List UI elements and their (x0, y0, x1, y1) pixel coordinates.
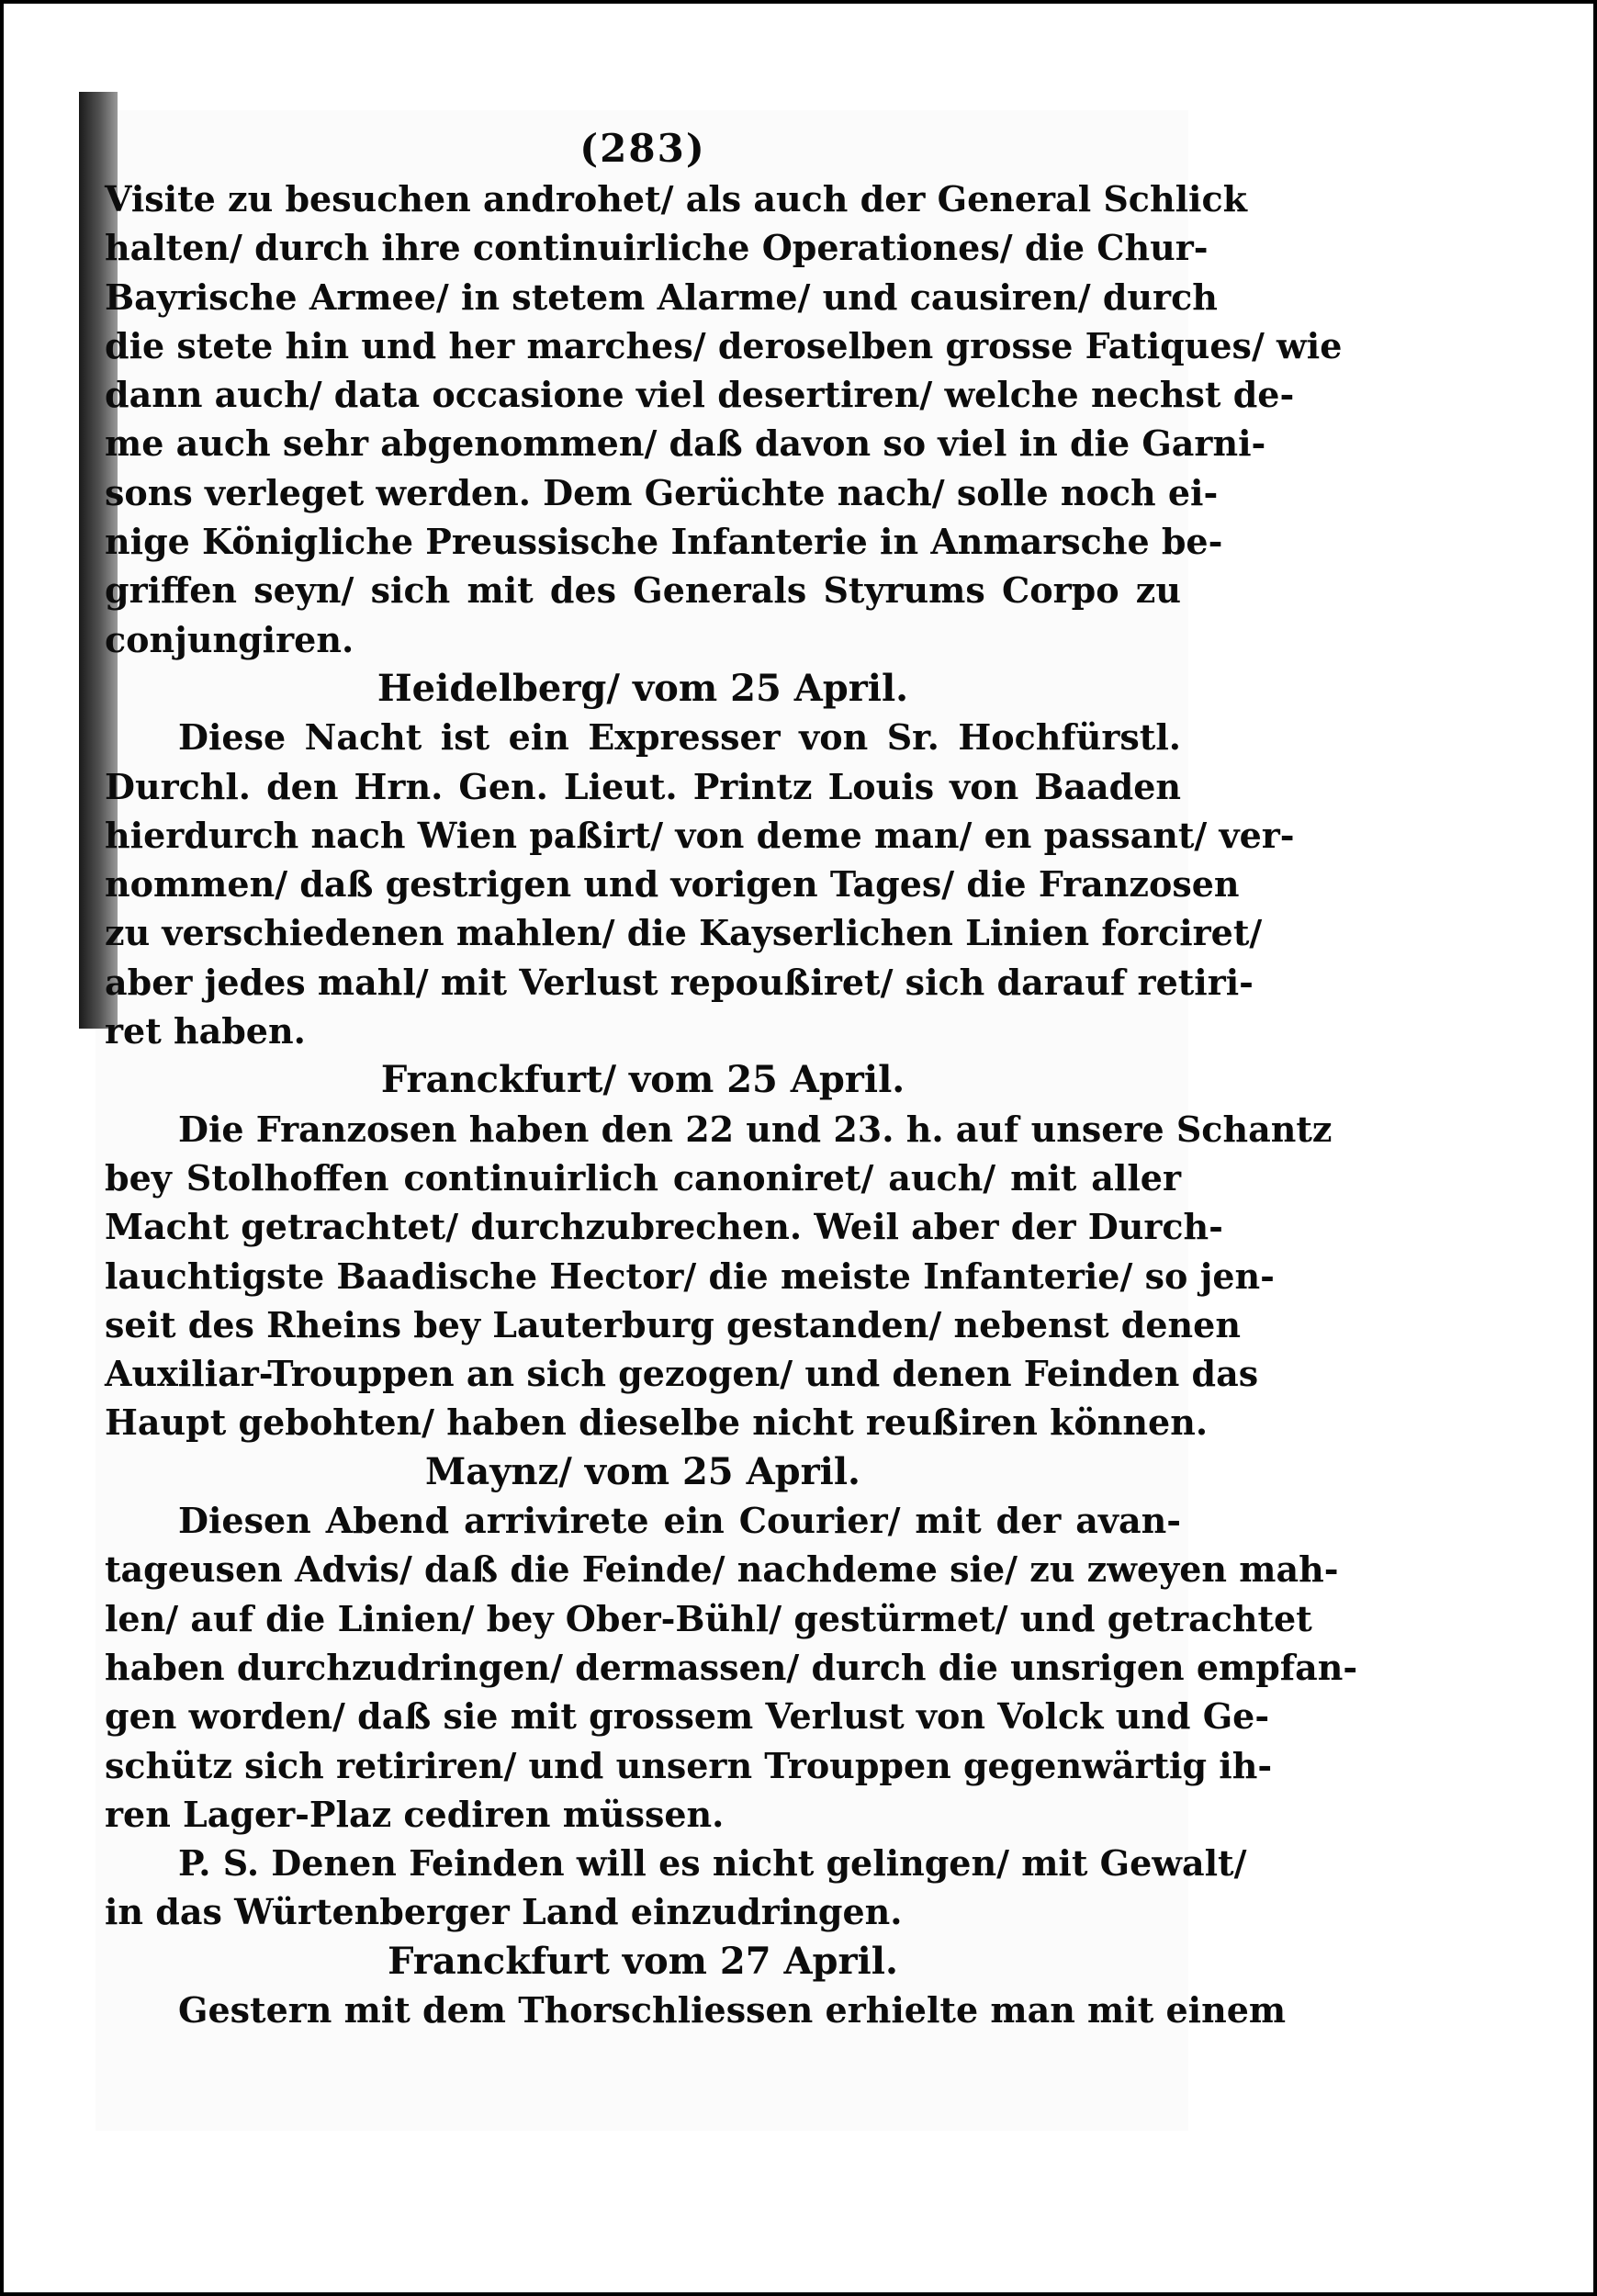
text-line: Macht getrachtet/ durchzubrechen. Weil aber der Durch- (105, 1206, 1223, 1248)
text-line: nommen/ daß gestrigen und vorigen Tages/ die Franzosen (105, 863, 1240, 906)
text-line: schütz sich retiriren/ und unsern Trouppen gegenwärtig ih- (105, 1744, 1273, 1786)
page-number: (283) (579, 126, 706, 171)
text-line: sons verleget werden. Dem Gerüchte nach/ solle noch ei- (105, 471, 1219, 513)
text-line: lauchtigste Baadische Hector/ die meiste Infanterie/ so jen- (105, 1255, 1275, 1297)
text-line: nige Königliche Preussische Infanterie in Anmarsche be- (105, 521, 1223, 563)
text-line: bey Stolhoffen continuirlich canoniret/ auch/ mit aller (105, 1156, 1181, 1199)
text-line: tageusen Advis/ daß die Feinde/ nachdeme sie/ zu zweyen mah- (105, 1548, 1339, 1591)
section-heading: Franckfurt/ vom 25 April. (380, 1058, 905, 1102)
text-line: gen worden/ daß sie mit grossem Verlust von Volck und Ge- (105, 1695, 1270, 1738)
text-line: Bayrische Armee/ in stetem Alarme/ und causiren/ durch (105, 276, 1218, 318)
text-line: Diesen Abend arrivirete ein Courier/ mit der avan- (178, 1500, 1181, 1542)
text-line: seit des Rheins bey Lauterburg gestanden/ nebenst denen (105, 1303, 1241, 1345)
text-line: ren Lager-Plaz cediren müssen. (105, 1793, 725, 1835)
text-line: conjungiren. (105, 618, 354, 660)
text-line: halten/ durch ihre continuirliche Operationes/ die Chur- (105, 227, 1209, 269)
text-line: me auch sehr abgenommen/ daß davon so viel in die Garni- (105, 422, 1266, 465)
text-line: Durchl. den Hrn. Gen. Lieut. Printz Louis von Baaden (105, 765, 1181, 807)
section-heading: Maynz/ vom 25 April. (425, 1449, 860, 1493)
section-heading: Heidelberg/ vom 25 April. (377, 666, 909, 710)
text-line: griffen seyn/ sich mit des Generals Styrums Corpo zu (105, 569, 1181, 612)
text-line: Die Franzosen haben den 22 und 23. h. auf unsere Schantz (178, 1108, 1333, 1150)
text-line: ret haben. (105, 1010, 306, 1052)
text-line: Diese Nacht ist ein Expresser von Sr. Hochfürstl. (178, 716, 1181, 759)
text-line: aber jedes mahl/ mit Verlust repoußiret/ sich darauf retiri- (105, 961, 1254, 1003)
text-line: Gestern mit dem Thorschliessen erhielte man mit einem (178, 1988, 1287, 2031)
text-line: die stete hin und her marches/ deroselben grosse Fatiques/ wie (105, 324, 1343, 366)
text-line: haben durchzudringen/ dermassen/ durch die unsrigen empfan- (105, 1646, 1358, 1688)
text-line: dann auch/ data occasione viel desertiren/ welche nechst de- (105, 374, 1295, 416)
text-line: P. S. Denen Feinden will es nicht gelingen/ mit Gewalt/ (178, 1842, 1247, 1885)
text-line: Auxiliar-Trouppen an sich gezogen/ und denen Feinden das (105, 1353, 1259, 1395)
text-lines (105, 174, 1358, 2034)
page-text (105, 123, 1358, 2034)
text-line: len/ auf die Linien/ bey Ober-Bühl/ gestürmet/ und getrachtet (105, 1597, 1312, 1639)
text-line: zu verschiedenen mahlen/ die Kayserlichen Linien forciret/ (105, 912, 1263, 954)
text-line: Haupt gebohten/ haben dieselbe nicht reußiren können. (105, 1401, 1209, 1444)
text-line: in das Würtenberger Land einzudringen. (105, 1891, 903, 1933)
text-line: Visite zu besuchen androhet/ als auch der General Schlick (105, 178, 1247, 219)
section-heading: Franckfurt vom 27 April. (388, 1939, 898, 1983)
text-line: hierdurch nach Wien paßirt/ von deme man/ en passant/ ver- (105, 814, 1295, 856)
